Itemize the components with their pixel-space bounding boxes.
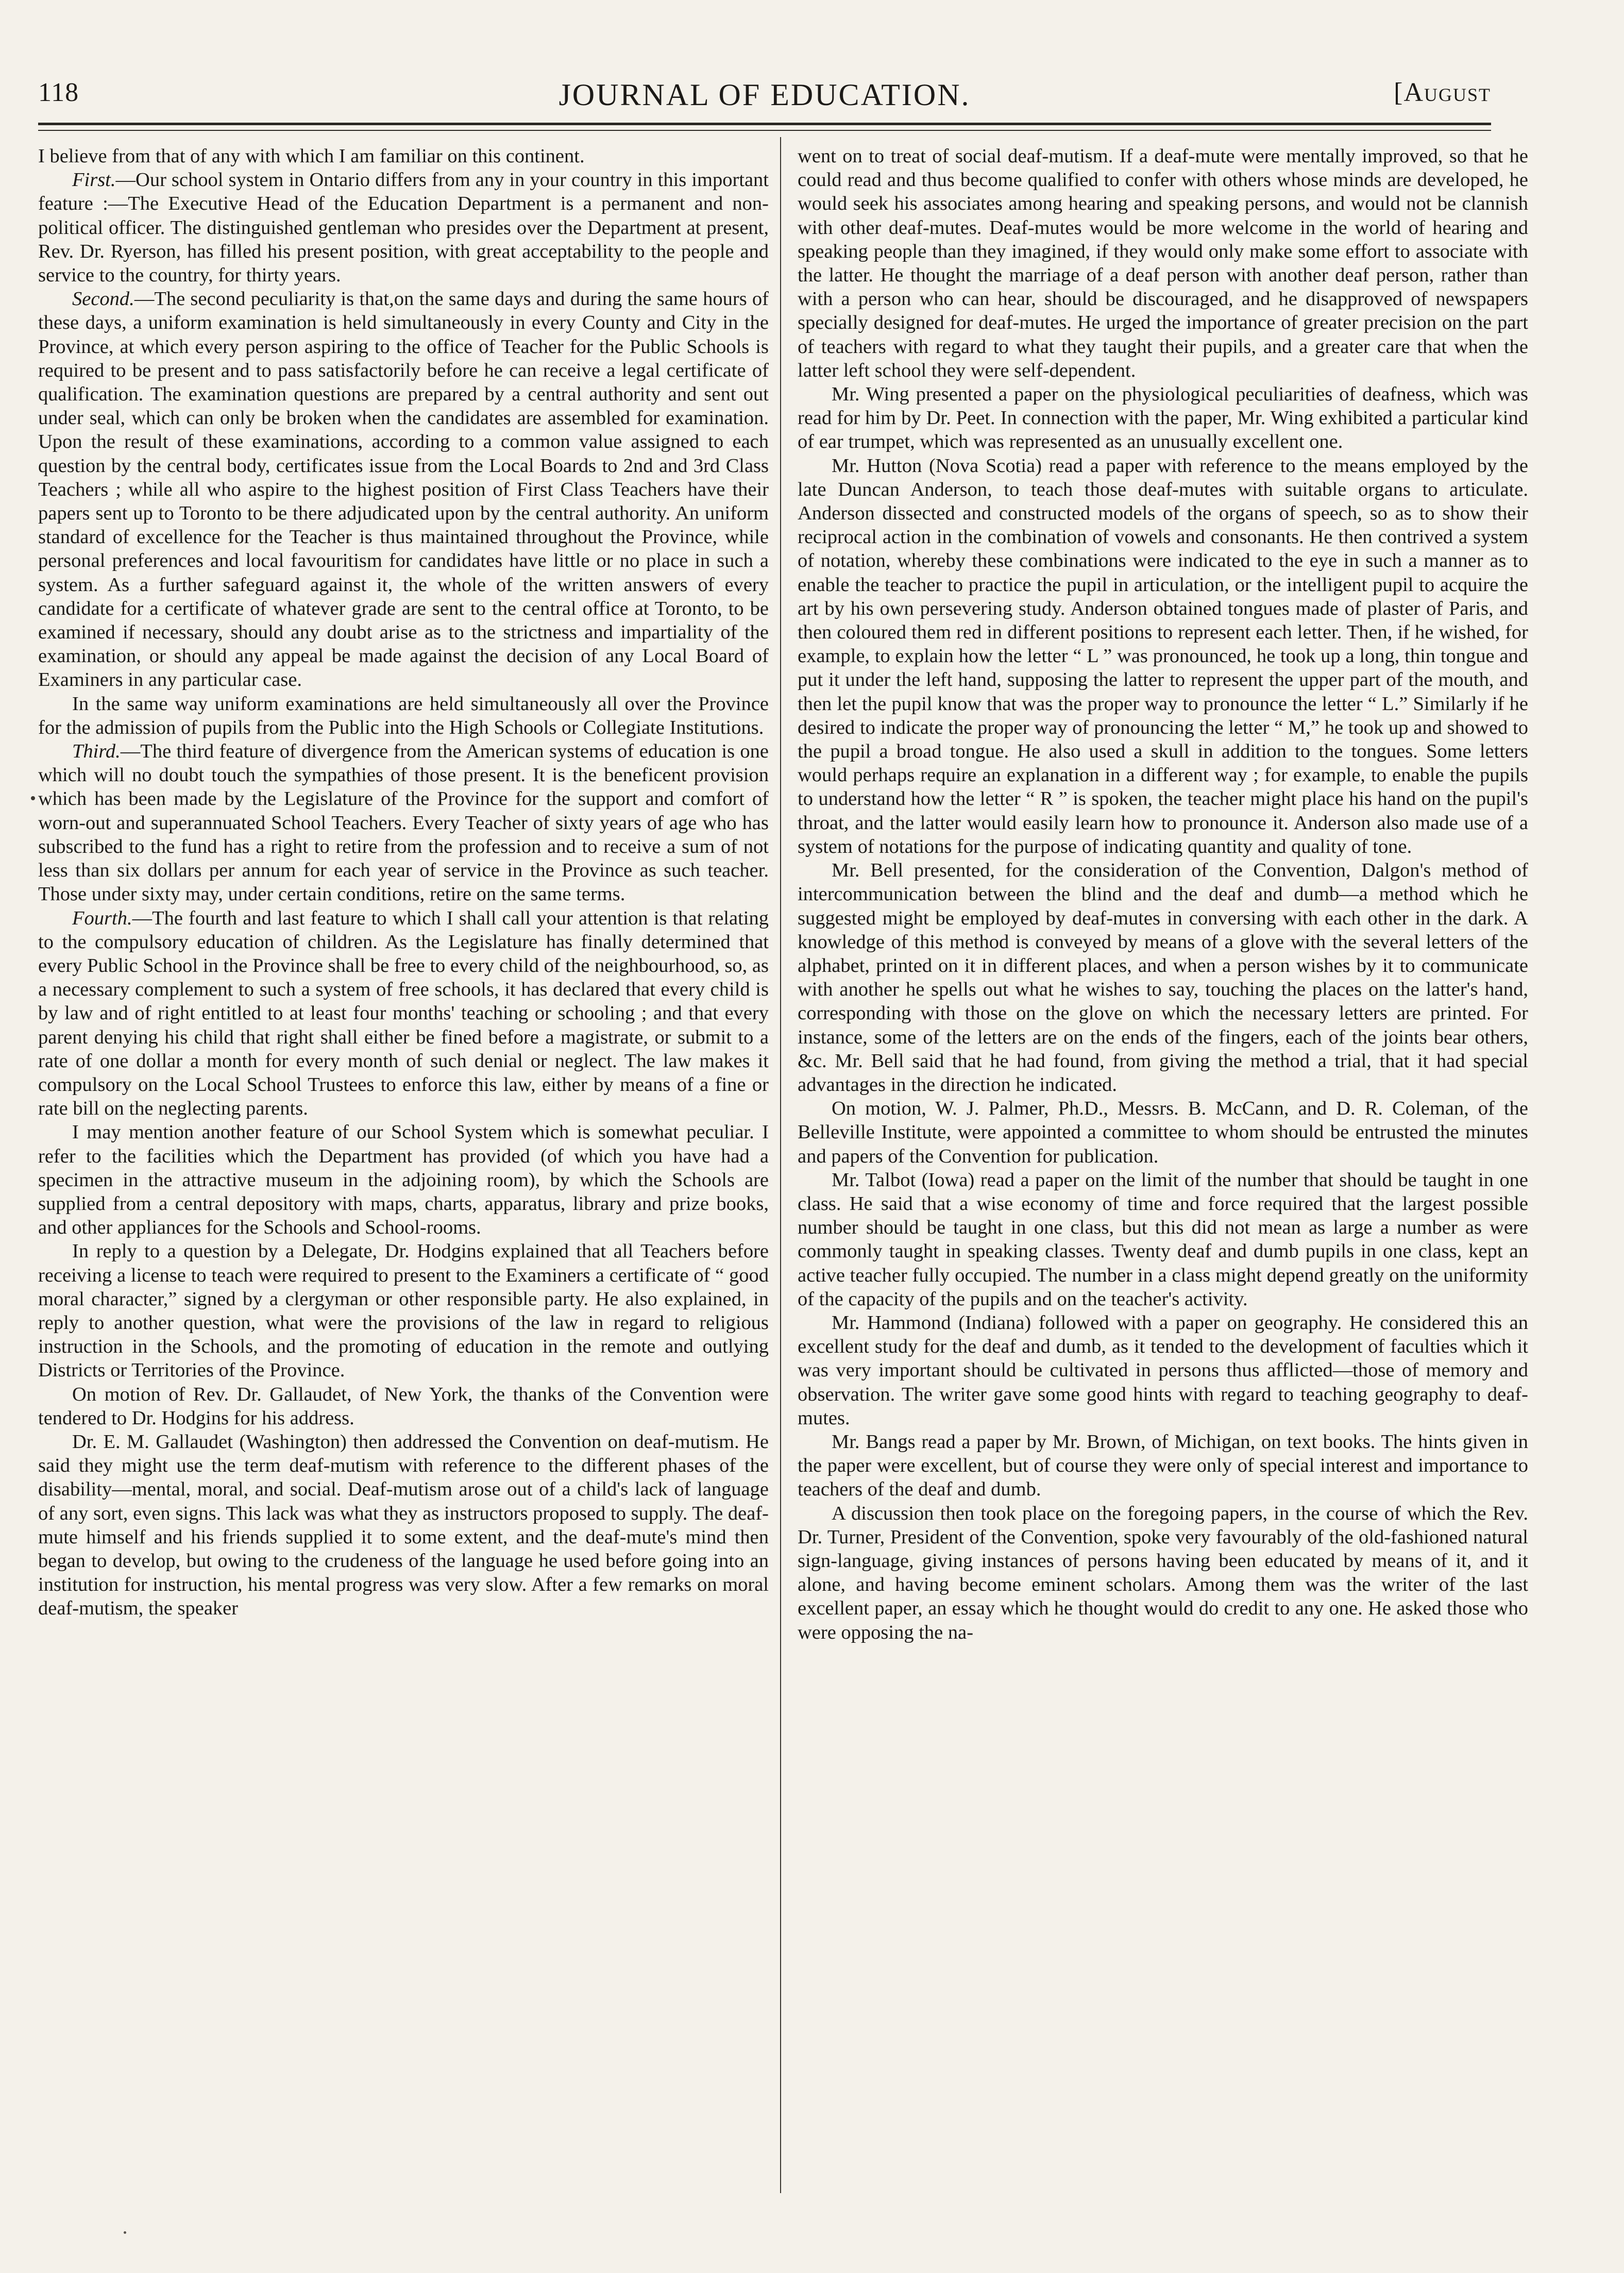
paragraph-lead: Third. <box>72 740 121 763</box>
paragraph <box>38 739 769 906</box>
paragraph-text: In the same way uniform examinations are held simultaneously all over the Province for the admission of pupils from the Public into the High Schools or Collegiate Institutions. <box>38 693 769 738</box>
paragraph <box>798 1168 1528 1311</box>
journal-title: JOURNAL OF EDUCATION. <box>559 78 971 112</box>
paragraph <box>38 144 769 168</box>
header-rule-thick <box>38 123 1491 125</box>
paragraph-text: Mr. Talbot (Iowa) read a paper on the limit of the number that should be taught in one class. He said that a wise economy of time and force required that the largest possible number should be taught in one class, but this did not mean as large a number as were commonly taught in speaking classes. Twenty deaf and dumb pupils in one class, kept an active teacher fully occupied. The number in a class might depend greatly on the uniformity of the capacity of the pupils and on the teacher's activity. <box>798 1169 1528 1310</box>
paragraph-text: Mr. Bangs read a paper by Mr. Brown, of Michigan, on text books. The hints given in the paper were excellent, but of course they were only of special interest and importance to teachers of the deaf and dumb. <box>798 1430 1528 1501</box>
page-number: 118 <box>38 78 79 107</box>
paragraph-text: —The second peculiarity is that,on the same days and during the same hours of these days, a uniform examination is held simultaneously in every County and City in the Province, at which every person aspiring to the office of Teacher for the Public Schools is required to be present and to pass satisfactorily before he can receive a legal certificate of qualification. The examination questions are prepared by a central authority and sent out under seal, which can only be broken when the candidates are assembled for examination. Upon the result of these examinations, according to a common value assigned to each question by the central body, certificates issue from the Local Boards to 2nd and 3rd Class Teachers ; while all who aspire to the highest position of First Class Teachers have their papers sent up to Toronto to be there adjudicated upon by the central authority. An uniform standard of excellence for the Teacher is thus maintained throughout the Province, while personal preferences and local favouritism for candidates have little or no place in such a system. As a further safeguard against it, the whole of the written answers of every candidate for a certificate of whatever grade are sent to the central office at Toronto, to be examined if necessary, should any doubt arise as to the strictness and impartiality of the examination, or should any appeal be made against the decision of any Local Board of Examiners in any particular case. <box>38 288 769 691</box>
left-column <box>38 144 769 2180</box>
paragraph-text: Mr. Wing presented a paper on the physiological peculiarities of deafness, which was read for him by Dr. Peet. In connection with the paper, Mr. Wing exhibited a particular kind of ear trumpet, which was represented as an unusually excellent one. <box>798 383 1528 453</box>
column-divider <box>780 137 781 2193</box>
paragraph-text: A discussion then took place on the foregoing papers, in the course of which the Rev. Dr. Turner, President of the Convention, spoke very favourably of the old-fashioned natural sign-language, giving instances of persons having been educated by means of it, and it alone, and having become eminent scholars. Among them was the writer of the last excellent paper, an essay which he thought would do credit to any one. He asked those who were opposing the na- <box>798 1502 1528 1643</box>
paragraph <box>38 168 769 287</box>
paragraph <box>798 858 1528 1097</box>
paragraph <box>798 1502 1528 1644</box>
paragraph <box>798 144 1528 382</box>
paragraph-text: On motion of Rev. Dr. Gallaudet, of New York, the thanks of the Convention were tendered to Dr. Hodgins for his address. <box>38 1383 769 1429</box>
paragraph-text: On motion, W. J. Palmer, Ph.D., Messrs. B. McCann, and D. R. Coleman, of the Belleville Institute, were appointed a committee to whom should be entrusted the minutes and papers of the Convention for publication. <box>798 1098 1528 1167</box>
paragraph-text: Mr. Hutton (Nova Scotia) read a paper with reference to the means employed by the late Duncan Anderson, to teach those deaf-mutes with suitable organs to articulate. Anderson dissected and constructed models of the organs of speech, so as to show their reciprocal action in the combination of vowels and consonants. He then contrived a system of notation, whereby these combinations were indicated to the eye in such a manner as to enable the teacher to practice the pupil in articulation, or the intelligent pupil to acquire the art by his own persevering study. Anderson obtained tongues made of plaster of Paris, and then coloured them red in different positions to represent each letter. Then, if he wished, for example, to explain how the letter “ L ” was pronounced, he took up a long, thin tongue and put it under the left hand, supposing the latter to represent the upper part of the mouth, and then let the pupil know that was the proper way to pronounce the letter “ L.” Similarly if he desired to indicate the proper way of pronouncing the letter “ M,” he took up and showed to the pupil a broad tongue. He also used a skull in addition to the tongues. Some letters would perhaps require an explanation in a different way ; for example, to enable the pupils to understand how the letter “ R ” is spoken, the teacher might place his hand on the pupil's throat, and the latter would easily learn how to pronounce it. Anderson also made use of a system of notations for the purpose of indicating quantity and quality of tone. <box>798 454 1528 857</box>
paragraph-text: Mr. Hammond (Indiana) followed with a paper on geography. He considered this an excellent study for the deaf and dumb, as it tended to the development of faculties which it was very important should be cultivated in persons thus afflicted—those of memory and observation. The writer gave some good hints with regard to teaching geography to deaf-mutes. <box>798 1311 1528 1429</box>
paragraph <box>38 1383 769 1430</box>
paragraph <box>38 287 769 692</box>
paragraph <box>798 454 1528 858</box>
paragraph-text: —The third feature of divergence from the American systems of education is one which will no doubt touch the sympathies of those present. It is the beneficent provision which has been made by the Legislature of the Province for the support and comfort of worn-out and superannuated School Teachers. Every Teacher of sixty years of age who has subscribed to the fund has a right to retire from the profession and to receive a sum of not less than six dollars per annum for each year of service in the Province as such teacher. Those under sixty may, under certain conditions, retire on the same terms. <box>38 740 769 905</box>
paragraph-lead: Fourth. <box>72 907 132 929</box>
paragraph-text: I believe from that of any with which I am familiar on this continent. <box>38 145 585 167</box>
print-speck <box>124 2231 126 2234</box>
paragraph-text: —The fourth and last feature to which I shall call your attention is that relating to the compulsory education of children. As the Legislature has finally determined that every Public School in the Province shall be free to every child of the neighbourhood, so, as a necessary complement to such a system of free schools, it has declared that every child is by law and of right entitled to at least four months' teaching or schooling ; and that every parent denying his child that right shall either be fined before a magistrate, or submit to a rate of one dollar a month for every month of such denial or neglect. The law makes it compulsory on the Local School Trustees to enforce this law, either by means of a fine or rate bill on the neglecting parents. <box>38 907 769 1120</box>
paragraph <box>798 1311 1528 1430</box>
paragraph <box>38 906 769 1121</box>
paragraph <box>798 1097 1528 1168</box>
right-column <box>798 144 1528 2180</box>
paragraph <box>38 1430 769 1621</box>
paragraph-lead: Second. <box>72 288 134 310</box>
paragraph-text: Dr. E. M. Gallaudet (Washington) then addressed the Convention on deaf-mutism. He said they might use the term deaf-mutism with reference to the different phases of the disability—mental, moral, and social. Deaf-mutism arose out of a child's lack of language of any sort, even signs. This lack was what they as instructors proposed to supply. The deaf-mute himself and his friends supplied it to some extent, and the deaf-mute's mind then began to develop, but owing to the crudeness of the language he used before going into an institution for instruction, his mental progress was very slow. After a few remarks on moral deaf-mutism, the speaker <box>38 1430 769 1620</box>
print-speck <box>31 796 35 800</box>
paragraph <box>38 1239 769 1382</box>
paragraph <box>38 692 769 739</box>
paragraph-text: went on to treat of social deaf-mutism. If a deaf-mute were mentally improved, so that he could read and thus become qualified to confer with others whose minds are developed, he would seek his associates among hearing and speaking persons, and would not be clannish with other deaf-mutes. Deaf-mutes would be more welcome in the world of hearing and speaking people than they imagined, if they would only make some effort to associate with the latter. He thought the marriage of a deaf person with another deaf person, rather than with a person who can hear, should be discouraged, and he disapproved of newspapers specially designed for deaf-mutes. He urged the importance of greater precision on the part of teachers with regard to what they taught their pupils, and a greater care that when the latter left school they were self-dependent. <box>798 145 1528 381</box>
paragraph-text: Mr. Bell presented, for the consideration of the Convention, Dalgon's method of intercommunication between the blind and the deaf and dumb—a method which he suggested might be employed by deaf-mutes in conversing with each other in the dark. A knowledge of this method is conveyed by means of a glove with the several letters of the alphabet, printed on it in different places, and when a person wishes by it to communicate with another he spells out what he wishes to say, touching the places on the latter's hand, corresponding with those on the glove on which the necessary letters are printed. For instance, some of the letters are on the ends of the fingers, each of the joints bear others, &c. Mr. Bell said that he had found, from giving the method a trial, that it had special advantages in the direction he indicated. <box>798 860 1528 1096</box>
paragraph <box>38 1120 769 1239</box>
paragraph <box>798 382 1528 454</box>
page-header <box>38 77 1491 134</box>
header-rule-thin <box>38 130 1491 131</box>
running-head: [August <box>1394 78 1491 107</box>
paragraph-text: In reply to a question by a Delegate, Dr. Hodgins explained that all Teachers before receiving a license to teach were required to present to the Examiners a certificate of “ good moral character,” signed by a clergyman or other responsible party. He also explained, in reply to another question, what were the provisions of the law in regard to religious instruction in the Schools, and the promoting of education in the remote and outlying Districts or Territories of the Province. <box>38 1240 769 1382</box>
paragraph-lead: First. <box>72 169 116 191</box>
paragraph <box>798 1430 1528 1502</box>
paragraph-text: I may mention another feature of our School System which is somewhat peculiar. I refer to the facilities which the Department has provided (of which you have had a specimen in the attractive museum in the adjoining room), by which the Schools are supplied from a central depository with maps, charts, apparatus, library and prize books, and other appliances for the Schools and School-rooms. <box>38 1121 769 1239</box>
paragraph-text: —Our school system in Ontario differs from any in your country in this important feature :—The Executive Head of the Education Department is a permanent and non-political officer. The distinguished gentleman who presides over the Department at present, Rev. Dr. Ryerson, has filled his present position, with great acceptability to the people and service to the country, for thirty years. <box>38 169 769 287</box>
